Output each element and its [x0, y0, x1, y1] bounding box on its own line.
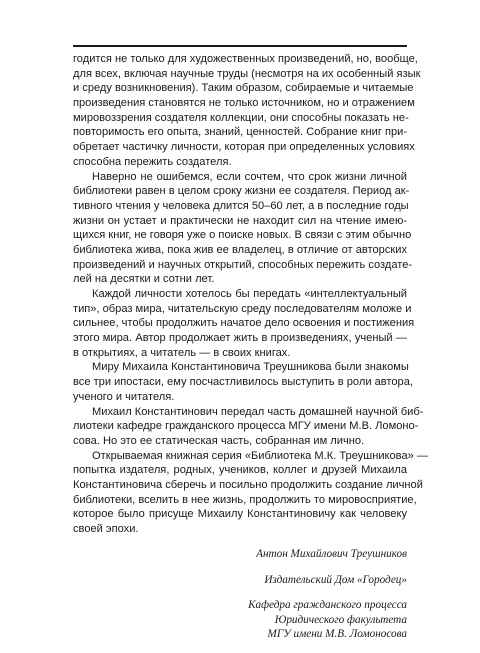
text-line: жизни он устает и практически не находит сил на чтение имею- [73, 214, 407, 227]
text-line: способна пережить создателя. [73, 155, 232, 168]
signature-line: Антон Михайлович Треушников [256, 548, 407, 560]
text-line: обретает частичку личности, которая при определенных условиях [73, 141, 415, 154]
text-line: для всех, включая научные труды (несмотря на их особенный язык [73, 67, 421, 80]
text-line: Константиновича сберечь и посильно продолжить создание личной [73, 478, 423, 491]
text-line: и среду возникновения). Таким образом, собираемые и читаемые [73, 82, 414, 95]
text-line: Михаил Константинович передал часть домашней научной биб- [92, 405, 424, 418]
text-line: Миру Михаила Константиновича Треушникова были знакомы [92, 361, 409, 374]
signature-line: Кафедра гражданского процесса [248, 599, 407, 611]
text-line: библиотеки равен в целом сроку жизни ее создателя. Период ак- [73, 185, 410, 198]
text-line: произведения становятся не только источником, но и отражением [73, 97, 415, 110]
signatures [200, 547, 407, 653]
text-line: Наверно не ошибемся, если сочтем, что срок жизни личной [92, 170, 407, 183]
signature-line: Издательский Дом «Городец» [264, 573, 407, 586]
text-line: ученого и читателя. [73, 390, 175, 403]
signature-line: Юридического факультета [274, 613, 407, 626]
text-line: повторимость его опыта, знаний, ценностей. Собрание книг при- [73, 126, 408, 139]
text-line: попытка издателя, родных, учеников, коллег и друзей Михаила [73, 464, 407, 477]
text-line: сова. Но это ее статическая часть, собранная им лично. [73, 434, 365, 447]
body-text [73, 52, 428, 537]
paragraph [73, 405, 424, 449]
text-line: тип», образ мира, читательскую среду последователям моложе и [73, 302, 412, 315]
paragraph [73, 449, 428, 537]
text-line: произведений и научных открытий, способных пережить создате- [73, 258, 413, 271]
paragraph [73, 52, 421, 170]
paragraph [73, 170, 413, 288]
text-line: годится не только для художественных произведений, но, вообще, [73, 53, 418, 65]
text-line: щихся книг, не говоря уже о поиске новых. В связи с этим обычно [73, 229, 412, 242]
text-line: лей на десятки и сотни лет. [73, 273, 215, 286]
text-line: в открытиях, а читатель — в своих книгах. [73, 346, 291, 359]
signature-line: МГУ имени М.В. Ломоносова [267, 628, 407, 640]
text-line: тивного чтения у человека длится 50–60 лет, а в последние годы [73, 199, 409, 212]
text-line: Каждой личности хотелось бы передать «интеллектуальный [92, 288, 407, 300]
paragraph [73, 360, 413, 404]
text-line: которое было присуще Михаилу Константиновичу как человеку [73, 508, 407, 521]
text-line: сильнее, чтобы продолжить начатое дело освоения и постижения [73, 317, 415, 330]
text-line: библиотеки, вселить в нее жизнь, продолжить то мировосприятие, [73, 493, 417, 506]
text-line: мировоззрения создателя коллекции, они способны показать не- [73, 111, 409, 124]
text-line: все три ипостаси, ему посчастливилось выступить в роли автора, [73, 376, 413, 389]
text-line: лиотеки кафедре гражданского процесса МГУ имени М.В. Ломоно- [73, 420, 419, 433]
signature-block [200, 573, 407, 588]
paragraph [73, 287, 415, 360]
text-line: своей эпохи. [73, 523, 139, 535]
text-line: Открываемая книжная серия «Библиотека М.К. Треушникова» — [92, 449, 428, 462]
header-rule [73, 45, 407, 47]
text-line: библиотека жива, пока жив ее владелец, в отличие от авторских [73, 243, 407, 256]
signature-block [200, 598, 407, 642]
signature-block [200, 547, 407, 562]
text-line: этого мира. Автор продолжает жить в произведениях, ученый — [73, 332, 407, 345]
